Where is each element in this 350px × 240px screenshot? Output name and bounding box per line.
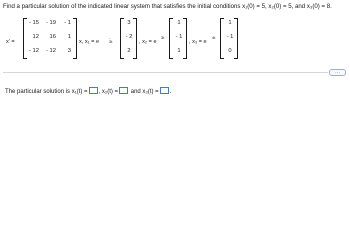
answer-prefix: The particular solution is x₁(t) = (5, 89, 88, 95)
x3-exponent: 4t (212, 35, 216, 40)
system-lhs: x' = (6, 39, 15, 45)
vector3-entry-3: 0 (228, 48, 232, 54)
problem-instruction: Find a particular solution of the indicated linear system that satisfies the initial conditions x₁(0) = 5, x₂(0) = 5, and x₃(0) = 8. (3, 3, 332, 10)
x2-exponent: 3t (161, 35, 165, 40)
matrix-cell-r1-c2: - 19 (46, 20, 56, 26)
x2-label: , x₂ = e (139, 39, 157, 45)
section-divider (3, 72, 328, 73)
vector3-left-bracket (220, 18, 224, 59)
matrix-cell-r1-c1: - 15 (29, 20, 39, 26)
vector3-entry-2: - 1 (226, 34, 234, 40)
vector2-entry-2: - 1 (175, 34, 183, 40)
x3-answer-input[interactable] (160, 87, 169, 94)
x3-answer-label: and x₃(t) = (130, 89, 159, 95)
vector1-entry-2: - 2 (125, 34, 133, 40)
matrix-right-bracket (73, 18, 77, 59)
matrix-cell-r2-c1: 12 (32, 34, 39, 40)
more-options-button[interactable]: ··· (329, 69, 346, 76)
vector2-left-bracket (169, 18, 173, 59)
vector2-entry-1: 1 (177, 20, 181, 26)
matrix-cell-r3-c1: - 12 (29, 48, 39, 54)
vector3-entry-1: 1 (228, 20, 232, 26)
answer-row (5, 87, 171, 97)
x2-answer-input[interactable] (119, 87, 128, 94)
vector2-entry-3: 1 (177, 48, 181, 54)
x3-label: , x₃ = e (189, 39, 207, 45)
x1-label: x, x₁ = e (79, 39, 100, 45)
matrix-cell-r3-c3: 3 (67, 48, 71, 54)
matrix-cell-r3-c2: - 12 (46, 48, 56, 54)
vector1-entry-1: 3 (127, 20, 131, 26)
matrix-cell-r1-c3: - 1 (64, 20, 71, 26)
x2-answer-label: , x₂(t) = (98, 89, 119, 95)
matrix-cell-r2-c3: 1 (67, 34, 71, 40)
vector1-entry-3: 2 (127, 48, 131, 54)
matrix-cell-r2-c2: 16 (49, 34, 56, 40)
x1-exponent: - 3t (109, 35, 113, 44)
answer-suffix: . (169, 89, 172, 95)
x1-answer-input[interactable] (89, 87, 98, 94)
